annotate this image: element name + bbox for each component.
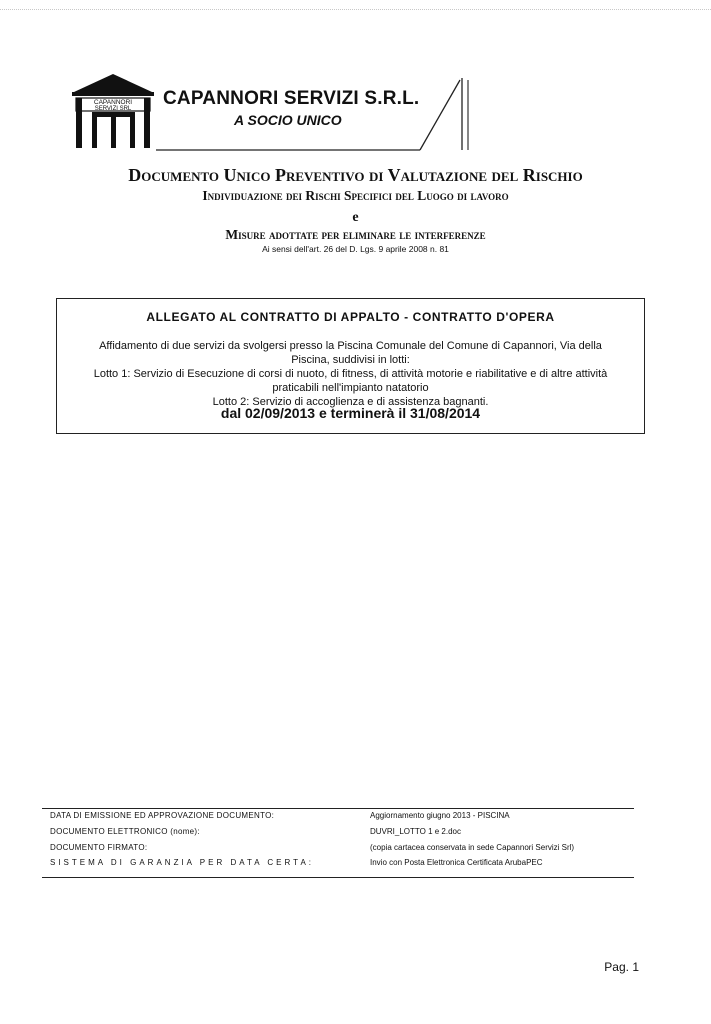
info-label-emission: DATA DI EMISSIONE ED APPROVAZIONE DOCUMENTO: bbox=[50, 811, 275, 820]
document-subtitle: Individuazione dei Rischi Specifici del Luogo di lavoro bbox=[202, 188, 509, 203]
logo-text-line2: SERVIZI SRL bbox=[94, 106, 132, 112]
info-value-signed: (copia cartacea conservata in sede Capannori Servizi Srl) bbox=[370, 843, 575, 852]
info-bottom-rule bbox=[42, 877, 634, 878]
contract-box-title: ALLEGATO AL CONTRATTO DI APPALTO - CONTRATTO D'OPERA bbox=[146, 310, 555, 324]
document-conjunction: e bbox=[352, 210, 359, 225]
company-logo bbox=[70, 72, 156, 150]
info-label-electronic: DOCUMENTO ELETTRONICO (nome): bbox=[50, 827, 200, 836]
building-logo-icon bbox=[70, 72, 156, 150]
contract-line-4: praticabili nell'impianto natatorio bbox=[272, 382, 429, 394]
contract-description bbox=[57, 339, 644, 409]
document-subtitle-2: Misure adottate per eliminare le interferenze bbox=[225, 227, 486, 242]
info-value-emission: Aggiornamento giugno 2013 - PISCINA bbox=[370, 811, 510, 820]
info-value-guarantee: Invio con Posta Elettronica Certificata ArubaPEC bbox=[370, 858, 543, 867]
info-value-electronic: DUVRI_LOTTO 1 e 2.doc bbox=[370, 827, 461, 836]
page-number: Pag. 1 bbox=[604, 960, 639, 974]
info-label-signed: DOCUMENTO FIRMATO: bbox=[50, 843, 148, 852]
scan-edge-line bbox=[0, 9, 711, 10]
info-label-guarantee: SISTEMA DI GARANZIA PER DATA CERTA: bbox=[50, 858, 314, 867]
contract-line-3: Lotto 1: Servizio di Esecuzione di corsi di nuoto, di fitness, di attività motorie e riabilitative e di altre attività bbox=[93, 368, 608, 380]
company-name: CAPANNORI SERVIZI S.R.L. bbox=[163, 88, 420, 109]
legal-reference: Ai sensi dell'art. 26 del D. Lgs. 9 aprile 2008 n. 81 bbox=[262, 244, 449, 254]
contract-dates: dal 02/09/2013 e terminerà il 31/08/2014 bbox=[220, 405, 481, 421]
info-top-rule bbox=[42, 808, 634, 809]
contract-line-1: Affidamento di due servizi da svolgersi presso la Piscina Comunale del Comune di Capannori, Via della bbox=[99, 340, 602, 352]
contract-line-2: Piscina, suddivisi in lotti: bbox=[291, 354, 410, 366]
document-title: Documento Unico Preventivo di Valutazione del Rischio bbox=[128, 165, 583, 185]
contract-box bbox=[56, 298, 645, 434]
contract-line-5: Lotto 2: Servizio di accoglienza e di assistenza bagnanti. bbox=[212, 396, 489, 408]
logo-text-line1: CAPANNORI bbox=[93, 99, 133, 106]
company-subtitle: A SOCIO UNICO bbox=[234, 112, 342, 128]
